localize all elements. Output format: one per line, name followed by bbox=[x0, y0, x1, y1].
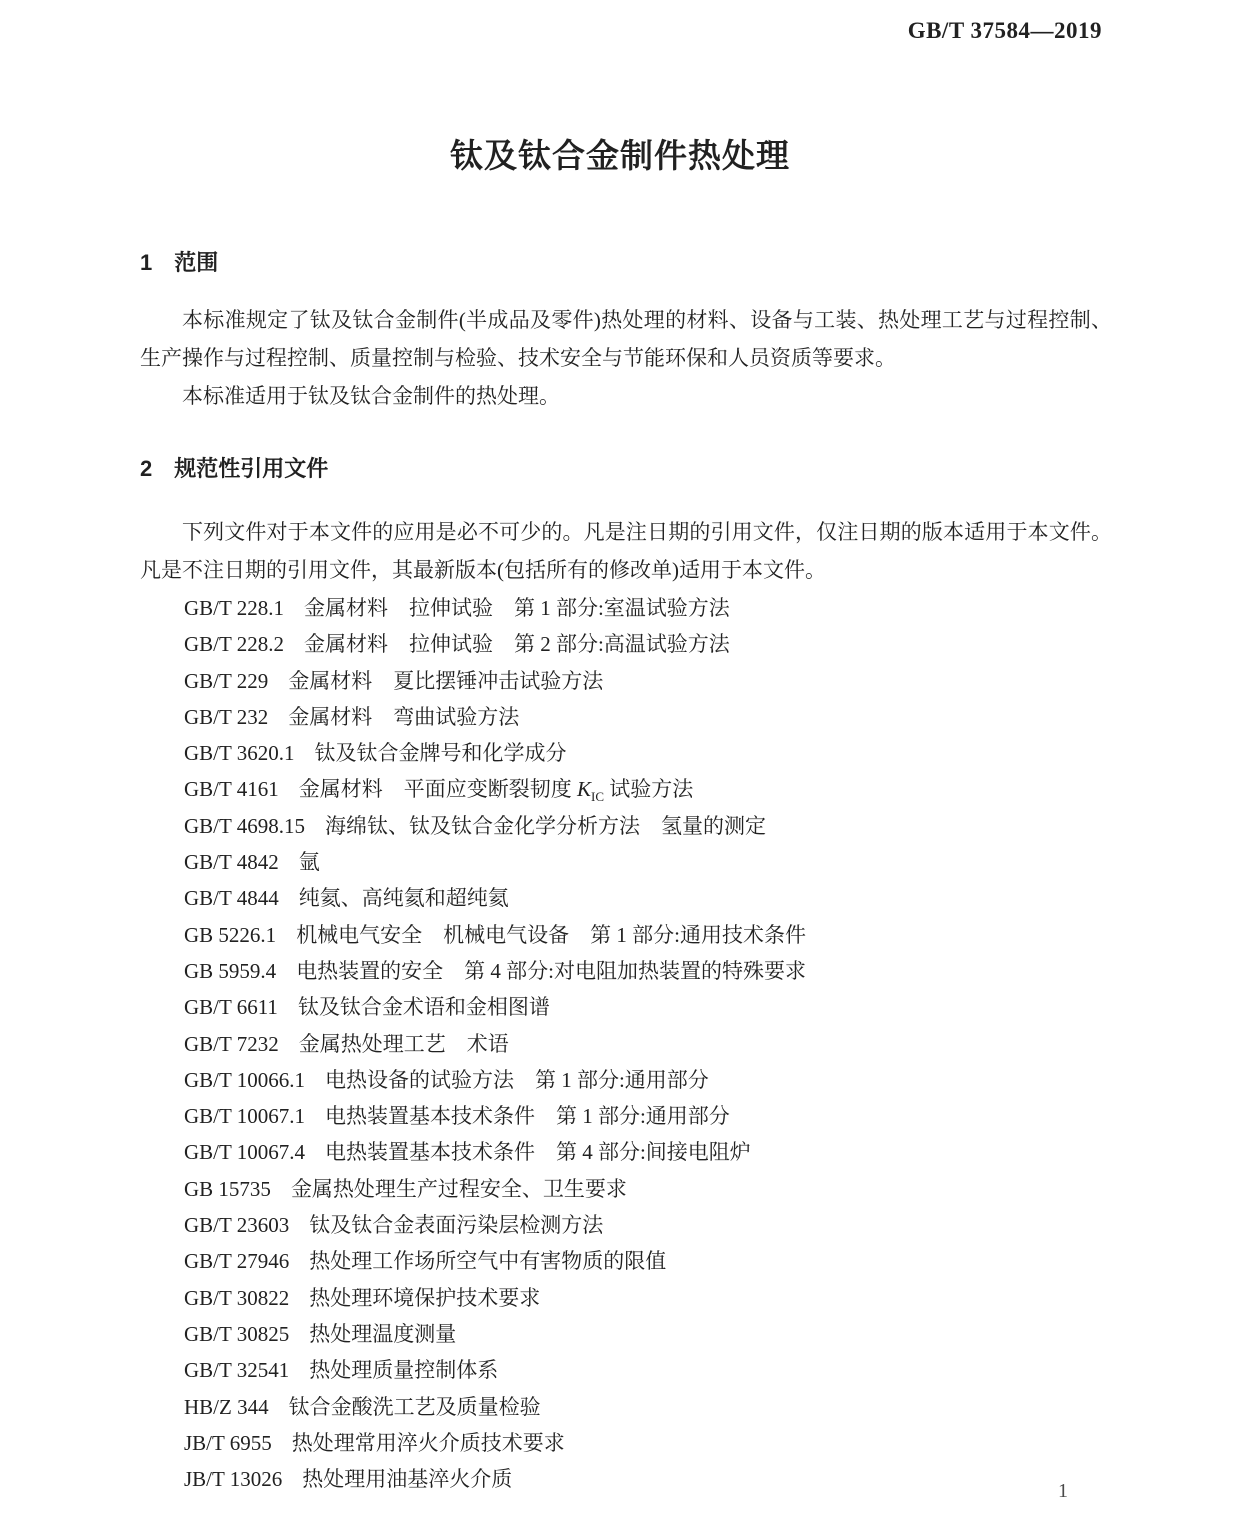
reference-item bbox=[184, 1134, 1114, 1170]
reference-item bbox=[184, 1207, 1114, 1243]
section-1-heading bbox=[140, 246, 218, 277]
reference-item bbox=[184, 1280, 1114, 1316]
reference-item bbox=[184, 1171, 1114, 1207]
reference-title: 热处理用油基淬火介质 bbox=[302, 1467, 513, 1492]
reference-item bbox=[184, 590, 1114, 626]
section-1-number: 1 bbox=[140, 250, 153, 275]
reference-item bbox=[184, 989, 1114, 1025]
reference-code: GB/T 228.2 bbox=[184, 632, 284, 657]
reference-title: 金属热处理生产过程安全、卫生要求 bbox=[290, 1176, 627, 1201]
reference-code: GB/T 23603 bbox=[184, 1213, 290, 1238]
reference-title bbox=[298, 777, 694, 805]
reference-item bbox=[184, 771, 1114, 807]
section-2-number: 2 bbox=[140, 456, 153, 481]
references-intro-paragraph: 下列文件对于本文件的应用是必不可少的。凡是注日期的引用文件，仅注日期的版本适用于本文件。凡是不注日期的引用文件，其最新版本(包括所有的修改单)适用于本文件。 bbox=[140, 520, 1112, 582]
reference-title: 热处理温度测量 bbox=[309, 1321, 457, 1346]
reference-title: 钛及钛合金术语和金相图谱 bbox=[297, 995, 550, 1020]
reference-title: 海绵钛、钛及钛合金化学分析方法 氢量的测定 bbox=[324, 813, 766, 838]
reference-code: JB/T 13026 bbox=[184, 1467, 283, 1492]
reference-title: 纯氦、高纯氦和超纯氦 bbox=[298, 886, 509, 911]
reference-code: GB/T 30822 bbox=[184, 1285, 290, 1310]
reference-title: 电热设备的试验方法 第 1 部分:通用部分 bbox=[324, 1067, 709, 1092]
reference-code: GB/T 10067.1 bbox=[184, 1104, 305, 1129]
reference-title: 金属材料 拉伸试验 第 1 部分:室温试验方法 bbox=[303, 596, 730, 620]
fracture-toughness-subscript: IC bbox=[590, 789, 604, 805]
reference-code: GB/T 10067.4 bbox=[184, 1140, 305, 1165]
reference-title: 热处理质量控制体系 bbox=[309, 1358, 499, 1383]
reference-code: GB/T 27946 bbox=[184, 1249, 290, 1274]
reference-title: 钛及钛合金表面污染层检测方法 bbox=[309, 1213, 604, 1238]
reference-title: 金属材料 夏比摆锤冲击试验方法 bbox=[288, 668, 604, 693]
reference-code: GB 5959.4 bbox=[184, 958, 277, 983]
reference-title: 机械电气安全 机械电气设备 第 1 部分:通用技术条件 bbox=[296, 922, 807, 947]
reference-title-text: 试验方法 bbox=[603, 777, 694, 802]
section-2-heading bbox=[140, 452, 328, 483]
scope-text bbox=[140, 301, 1112, 415]
reference-item bbox=[184, 1425, 1114, 1461]
reference-list bbox=[184, 590, 1114, 1497]
reference-title: 钛及钛合金牌号和化学成分 bbox=[314, 741, 567, 766]
reference-item bbox=[184, 1026, 1114, 1062]
reference-code: GB 5226.1 bbox=[184, 922, 277, 947]
reference-title: 电热装置的安全 第 4 部分:对电阻加热装置的特殊要求 bbox=[296, 958, 807, 983]
reference-title: 金属材料 拉伸试验 第 2 部分:高温试验方法 bbox=[303, 632, 730, 657]
reference-code: GB/T 4161 bbox=[184, 777, 279, 802]
scope-paragraph-1: 本标准规定了钛及钛合金制件(半成品及零件)热处理的材料、设备与工装、热处理工艺与过程控制、生产操作与过程控制、质量控制与检验、技术安全与节能环保和人员资质等要求。 bbox=[140, 308, 1112, 370]
reference-item bbox=[184, 953, 1114, 989]
reference-title: 氩 bbox=[298, 850, 320, 875]
reference-code: GB/T 10066.1 bbox=[184, 1067, 305, 1092]
reference-code: JB/T 6955 bbox=[184, 1430, 272, 1455]
reference-code: HB/Z 344 bbox=[184, 1394, 269, 1419]
reference-item bbox=[184, 1352, 1114, 1388]
reference-item bbox=[184, 1316, 1114, 1352]
page-number: 1 bbox=[1058, 1480, 1068, 1502]
reference-item bbox=[184, 1389, 1114, 1425]
reference-item bbox=[184, 844, 1114, 880]
reference-item bbox=[184, 1243, 1114, 1279]
reference-title: 热处理常用淬火介质技术要求 bbox=[291, 1430, 565, 1455]
fracture-toughness-symbol: K bbox=[576, 777, 591, 802]
reference-title: 电热装置基本技术条件 第 1 部分:通用部分 bbox=[324, 1104, 730, 1129]
reference-item bbox=[184, 917, 1114, 953]
reference-item bbox=[184, 1098, 1114, 1134]
reference-title: 电热装置基本技术条件 第 4 部分:间接电阻炉 bbox=[324, 1140, 751, 1165]
reference-code: GB/T 4842 bbox=[184, 850, 279, 875]
section-2-title: 规范性引用文件 bbox=[174, 456, 329, 481]
reference-title: 热处理工作场所空气中有害物质的限值 bbox=[309, 1249, 667, 1274]
reference-code: GB 15735 bbox=[184, 1176, 271, 1201]
reference-code: GB/T 6611 bbox=[184, 995, 278, 1020]
reference-code: GB/T 232 bbox=[184, 704, 269, 729]
reference-item bbox=[184, 663, 1114, 699]
scope-paragraph-2: 本标准适用于钛及钛合金制件的热处理。 bbox=[182, 384, 560, 408]
reference-title: 金属热处理工艺 术语 bbox=[298, 1031, 509, 1056]
reference-item bbox=[184, 1461, 1114, 1497]
reference-code: GB/T 7232 bbox=[184, 1031, 279, 1056]
reference-code: GB/T 3620.1 bbox=[184, 741, 295, 766]
references-intro bbox=[140, 513, 1112, 589]
reference-code: GB/T 4844 bbox=[184, 886, 279, 911]
reference-item bbox=[184, 735, 1114, 771]
document-title: 钛及钛合金制件热处理 bbox=[450, 137, 790, 174]
reference-code: GB/T 229 bbox=[184, 668, 269, 693]
reference-item bbox=[184, 699, 1114, 735]
reference-item bbox=[184, 626, 1114, 662]
reference-code: GB/T 228.1 bbox=[184, 596, 284, 620]
section-1-title: 范围 bbox=[174, 250, 219, 275]
reference-code: GB/T 4698.15 bbox=[184, 813, 305, 838]
reference-code: GB/T 32541 bbox=[184, 1358, 290, 1383]
reference-title-text: 金属材料 平面应变断裂韧度 bbox=[298, 777, 577, 802]
reference-title: 金属材料 弯曲试验方法 bbox=[288, 704, 520, 729]
reference-title: 热处理环境保护技术要求 bbox=[309, 1285, 541, 1310]
reference-item bbox=[184, 880, 1114, 916]
standard-number-header: GB/T 37584—2019 bbox=[907, 18, 1102, 43]
reference-code: GB/T 30825 bbox=[184, 1321, 290, 1346]
reference-item bbox=[184, 808, 1114, 844]
reference-title: 钛合金酸洗工艺及质量检验 bbox=[288, 1394, 541, 1419]
reference-item bbox=[184, 1062, 1114, 1098]
